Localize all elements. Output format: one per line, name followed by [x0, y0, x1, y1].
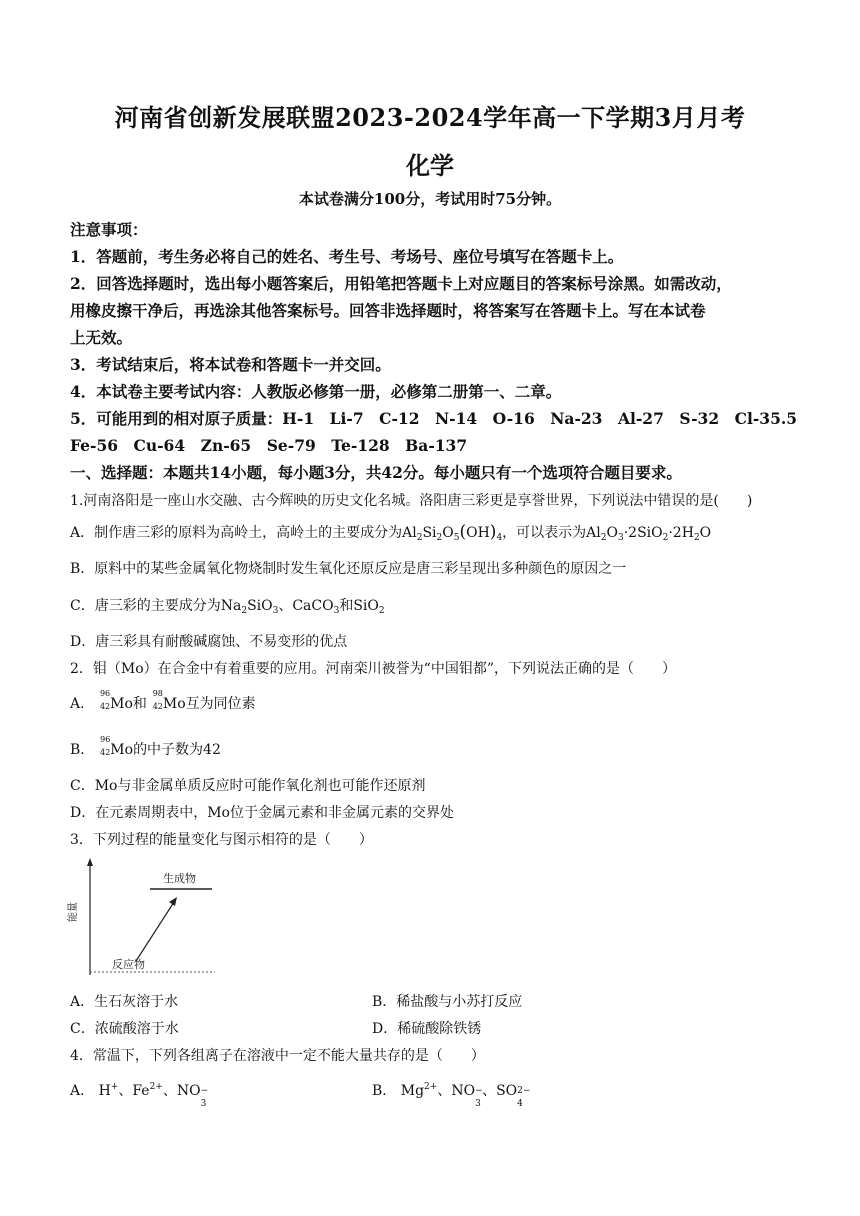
- notes-item: Fe-56 Cu-64 Zn-65 Se-79 Te-128 Ba-137: [70, 436, 468, 455]
- option-b: B．稀盐酸与小苏打反应: [372, 994, 523, 1010]
- option-a: A．生石灰溶于水: [70, 994, 179, 1010]
- reaction-arrow-head: [169, 897, 177, 906]
- page-title: 河南省创新发展联盟2023-2024学年高一下学期3月月考: [114, 103, 746, 132]
- notes-item: 1．答题前，考生务必将自己的姓名、考生号、考场号、座位号填写在答题卡上。: [70, 247, 624, 266]
- option-c: C．浓硫酸溶于水: [70, 1021, 179, 1037]
- energy-diagram: [70, 858, 230, 980]
- notes-heading: 注意事项：: [70, 220, 148, 239]
- question-stem: 3．下列过程的能量变化与图示相符的是（ ）: [70, 832, 373, 848]
- option-c: C．唐三彩的主要成分为$Na_2SiO_3$、CaCO$_3$和SiO$_2$: [70, 598, 385, 616]
- option-d: D．在元素周期表中，Mo位于金属元素和非金属元素的交界处: [70, 805, 454, 821]
- subject-title: 化学: [406, 151, 454, 180]
- question-stem: 1.河南洛阳是一座山水交融、古今辉映的历史文化名城。洛阳唐三彩更是享誉世界，下列说法中错误的是( ): [70, 493, 753, 509]
- notes-item: 3．考试结束后，将本试卷和答题卡一并交回。: [70, 355, 391, 374]
- reaction-arrow: [136, 902, 174, 961]
- option-a: A．制作唐三彩的原料为高岭土，高岭土的主要成分为$Al_2Si_2O_5(OH)_4$，可以表示为$Al_2O_3\cdot 2SiO_2\cdot 2H_2O$: [70, 522, 712, 543]
- notes-item: 2．回答选择题时，选出每小题答案后，用铅笔把答题卡上对应题目的答案标号涂黑。如需改动，: [70, 274, 732, 293]
- option-d: D．唐三彩具有耐酸碱腐蚀、不易变形的优点: [70, 634, 348, 650]
- section-heading: 一、选择题：本题共14小题，每小题3分，共42分。每小题只有一个选项符合题目要求。: [70, 463, 682, 482]
- notes-item: 上无效。: [70, 328, 133, 347]
- y-axis-arrow: [87, 858, 93, 866]
- option-d: D．稀硫酸除铁锈: [372, 1021, 482, 1037]
- option-b: B． $Mg^{2+}$、NO − 3 、SO 2− 4: [372, 1082, 531, 1109]
- option-a: A． 96 42 Mo和 98 42 Mo互为同位素: [70, 689, 256, 712]
- option-a: A． H+、$Fe^{2+}$、NO − 3: [70, 1082, 209, 1109]
- option-b: B．原料中的某些金属氧化物烧制时发生氧化还原反应是唐三彩呈现出多种颜色的原因之一: [70, 561, 627, 577]
- question-stem: 2．钼（Mo）在合金中有着重要的应用。河南栾川被誉为“中国钼都”，下列说法正确的是（ ）: [70, 661, 676, 677]
- reactant-label: 反应物: [112, 958, 145, 971]
- y-axis-label: 能量: [68, 902, 79, 922]
- option-b: B． 96 42 Mo的中子数为42: [70, 735, 221, 758]
- score-line: 本试卷满分100分，考试用时75分钟。: [298, 190, 562, 208]
- option-c: C．Mo与非金属单质反应时可能作氧化剂也可能作还原剂: [70, 778, 426, 794]
- notes-item: 4．本试卷主要考试内容：人教版必修第一册，必修第二册第一、二章。: [70, 382, 562, 401]
- notes-item: 用橡皮擦干净后，再选涂其他答案标号。回答非选择题时，将答案写在答题卡上。写在本试卷: [70, 301, 706, 320]
- question-stem: 4．常温下，下列各组离子在溶液中一定不能大量共存的是（ ）: [70, 1048, 485, 1064]
- notes-item: 5．可能用到的相对原子质量：H-1 Li-7 C-12 N-14 O-16 Na-23 Al-27 S-32 Cl-35.5: [70, 409, 798, 428]
- product-label: 生成物: [163, 872, 196, 885]
